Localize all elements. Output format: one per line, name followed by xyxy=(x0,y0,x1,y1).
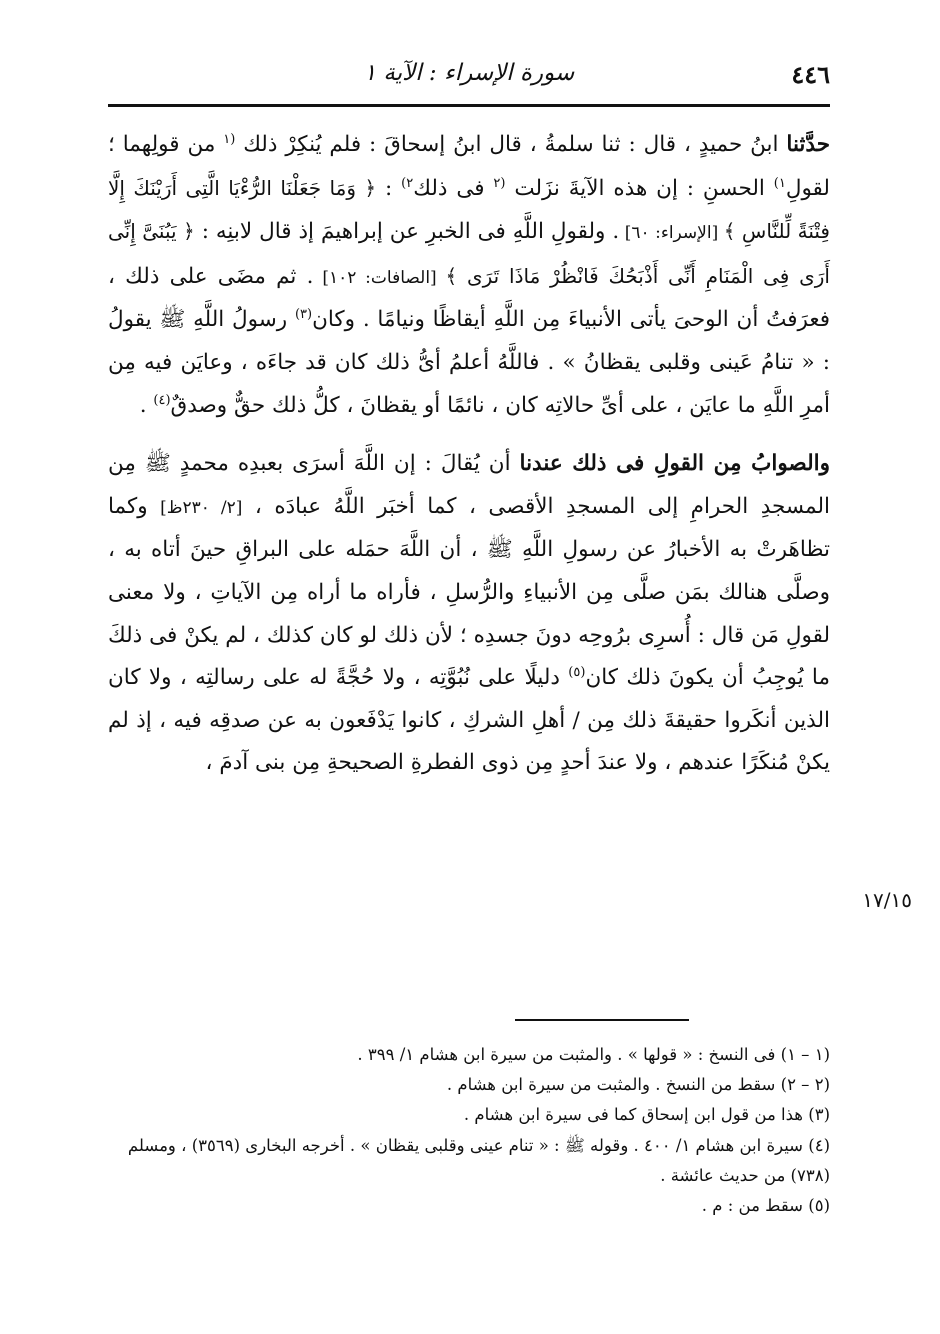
text-run: ابنُ حميدٍ ، قال : ثنا سلمةُ ، قال ابنُ إسحاقَ : فلم يُنكِرْ ذلك xyxy=(235,132,787,157)
footnote-marker: (٢ xyxy=(493,175,506,191)
text-run: رسولُ اللَّهِ ﷺ يقولُ : « تنامُ عَينى وقلبى يقظانُ » . فاللَّهُ أعلمُ أىُّ ذلك كان قد جاءَه ، وعايَن فيه مِن أمرِ اللَّهِ ما عايَن ، على أىِّ حالاتِه كان ، نائمًا أو يقظانَ ، كلُّ ذلك حقٌّ وصدقٌ xyxy=(108,307,830,418)
footnote-4: (٤) سيرة ابن هشام ١/ ٤٠٠ . وقوله ﷺ : « تنام عينى وقلبى يقظان » . أخرجه البخارى (٣٥٦٩) ، ومسلم xyxy=(127,1135,830,1155)
footnotes xyxy=(108,1040,830,1221)
text-run: وكما تظاهَرتْ به الأخبارُ عن رسولِ اللَّهِ ﷺ ، أن اللَّهَ حمَله على البراقِ حينَ أتاه به ، وصلَّى هنالك بمَن صلَّى مِن الأنبياءِ والرُّسلِ ، فأراه ما أراه مِن الآياتِ ، ولا معنى لقولِ مَن قال : أُسرِى برُوحِه دونَ جسدِه ؛ لأن ذلك لو كان كذلك ، لم يكنْ فى ذلكَ ما يُوجِبُ أن يكونَ ذلك كان xyxy=(108,493,830,691)
footnote-4-continued: (٧٣٨) من حديث عائشة . xyxy=(660,1165,830,1185)
footnote-marker: ٢) xyxy=(401,175,414,191)
paragraph-2 xyxy=(108,443,830,785)
footnote-2: (٢ – ٢) سقط من النسخ . والمثبت من سيرة ابن هشام . xyxy=(446,1075,830,1095)
page-header xyxy=(108,50,830,96)
quran-verse: ﴿ يَبُنَىَّ إِنِّى أَرَى فِى الْمَنَامِ أَنِّى أَذْبَحُكَ فَانْظُرْ مَاذَا تَرَى ﴾ xyxy=(108,219,830,288)
manuscript-reference: [٢/ ٢٣٠ظ] xyxy=(160,497,243,518)
paragraph-1 xyxy=(108,124,830,427)
paragraph-lead: والصوابُ مِن القولِ فى ذلك عندنا xyxy=(519,451,830,477)
footnote-marker: (٥) xyxy=(568,664,586,680)
text-run: : xyxy=(376,175,402,201)
text-run: أن يُقالَ : إن اللَّهَ أسرَى بعبدِه محمدٍ ﷺ مِن المسجدِ الحرامِ إلى المسجدِ الأقصى ، كما أخبَر اللَّهُ عبادَه ، xyxy=(108,451,830,519)
text-run: من قولِهما ؛ لقولِ xyxy=(108,132,830,201)
text-run: الحسنِ : إن هذه الآيةَ نزَلت xyxy=(505,175,774,201)
footnote-rule xyxy=(515,1019,689,1021)
footnote-3: (٣) هذا من قول ابن إسحاق كما فى سيرة ابن هشام . xyxy=(463,1105,830,1125)
text-run: دليلًا على نُبُوَّتِه ، ولا حُجَّةً له على رسالتِه ، ولا كان الذين أنكَروا حقيقةَ ذلك مِن / أهلِ الشركِ ، كانوا يَدْفَعون به عن صدقِه فيه ، إذ لم يكنْ مُنكَرًا عندهم ، ولا عندَ أحدٍ مِن ذوى الفطرةِ الصحيحةِ مِن بنى آدمَ ، xyxy=(108,665,830,776)
footnote-5: (٥) سقط من : م . xyxy=(701,1196,830,1216)
verse-reference: [الإسراء: ٦٠] xyxy=(619,223,724,244)
footnote-marker: (٤) xyxy=(153,392,171,408)
header-rule xyxy=(108,104,830,107)
footnote-marker: ١) xyxy=(773,175,786,191)
paragraph-lead: حدَّثنا xyxy=(786,132,830,157)
main-text xyxy=(108,124,830,785)
text-run: فى ذلك xyxy=(413,175,494,201)
quran-verse: ﴿ وَمَا جَعَلْنَا الرُّءْيَا الَّتِى أَرَيْنَكَ إِلَّا فِتْنَةً لِّلنَّاسِ ﴾ xyxy=(108,175,830,244)
text-run: . xyxy=(139,392,154,418)
footnote-1: (١ – ١) فى النسخ : « قولها » . والمثبت من سيرة ابن هشام ١/ ٣٩٩ . xyxy=(357,1045,830,1064)
text-run: . ثم مضَى على ذلك ، فعرَفتُ أن الوحىَ يأتى الأنبياءَ مِن اللَّهِ أيقاظًا ونيامًا . وكان xyxy=(108,263,830,333)
text-run: . ولقولِ اللَّهِ فى الخبرِ عن إبراهيمَ إذ قال لابنِه : xyxy=(194,219,620,245)
page-number: ٤٤٦ xyxy=(791,60,830,89)
footnote-marker: (٣) xyxy=(294,307,313,323)
footnote-marker: (١ xyxy=(223,131,236,147)
running-title: سورة الإسراء : الآية ١ xyxy=(363,60,575,86)
verse-reference: [الصافات: ١٠٢] xyxy=(313,267,446,288)
margin-reference: ١٧/١٥ xyxy=(862,888,912,912)
